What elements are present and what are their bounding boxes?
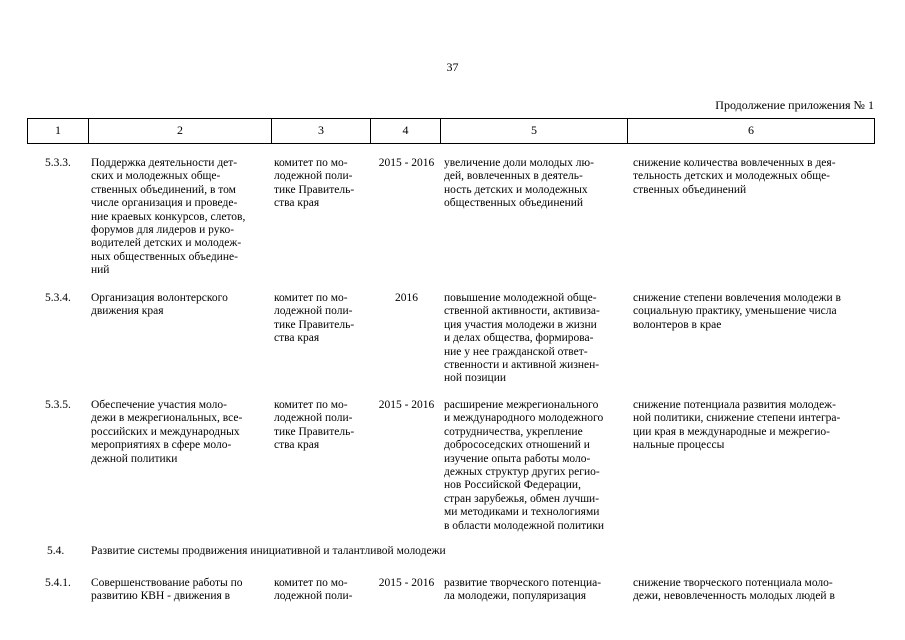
section-number: 5.4. <box>47 545 65 557</box>
text-line: ность детских и молодежных <box>444 183 588 196</box>
text-line: ции края в международные и межрегио- <box>633 425 830 438</box>
executor-cell <box>274 399 370 453</box>
text-line: тике Правитель- <box>274 183 355 196</box>
text-line: числе организация и проведе- <box>91 197 238 210</box>
text-line: Совершенствование работы по <box>91 577 243 589</box>
text-line: ственности и активной жизнен- <box>444 359 600 372</box>
period-cell: 2016 <box>395 292 418 304</box>
text-line: дежи, невовлеченность молодых людей в <box>633 590 835 603</box>
text-line: ние краевых конкурсов, слетов, <box>91 210 246 223</box>
header-col-4: 4 <box>371 119 441 144</box>
text-line: ний <box>91 264 110 277</box>
text-line: дежной политики <box>91 452 178 465</box>
header-col-3: 3 <box>272 119 371 144</box>
text-line: увеличение доли молодых лю- <box>444 157 594 169</box>
text-line: российских и международных <box>91 425 240 438</box>
row-number: 5.3.5. <box>45 399 71 411</box>
text-line: дежных структур других регио- <box>444 466 600 479</box>
period-cell: 2015 - 2016 <box>378 157 435 169</box>
row-number: 5.4.1. <box>45 577 71 589</box>
text-line: и международного молодежного <box>444 412 604 425</box>
text-line: нов Российской Федерации, <box>444 479 581 492</box>
text-line: тике Правитель- <box>274 425 355 438</box>
page-number: 37 <box>446 60 459 74</box>
text-line: нальные процессы <box>633 439 725 452</box>
text-line: развитию КВН - движения в <box>91 590 231 603</box>
section-title: Развитие системы продвижения инициативной и талантливой молодежи <box>91 545 446 557</box>
text-line: ла молодежи, популяризация <box>444 590 587 603</box>
text-line: лодежной поли- <box>274 170 353 183</box>
text-line: Поддержка деятельности дет- <box>91 157 238 169</box>
text-line: развитие творческого потенциа- <box>444 577 602 589</box>
text-line: ства края <box>274 197 320 210</box>
text-line: Обеспечение участия моло- <box>91 399 227 411</box>
text-line: снижение творческого потенциала моло- <box>633 577 833 589</box>
text-line: расширение межрегионального <box>444 399 599 411</box>
consequence-cell <box>633 157 873 197</box>
activity-cell <box>91 292 267 319</box>
text-line: лодежной поли- <box>274 590 353 603</box>
result-cell <box>444 399 630 533</box>
text-line: социальную практику, уменьшение числа <box>633 305 837 318</box>
text-line: Организация волонтерского <box>91 292 228 304</box>
activity-cell <box>91 399 267 466</box>
text-line: и делах общества, формирова- <box>444 332 594 345</box>
text-line: ственных объединений <box>633 183 747 196</box>
text-line: комитет по мо- <box>274 399 348 411</box>
text-line: ственной активности, активиза- <box>444 305 600 318</box>
result-cell <box>444 157 630 211</box>
text-line: снижение количества вовлеченных в дея- <box>633 157 836 169</box>
text-line: общественных объединений <box>444 197 584 210</box>
result-cell <box>444 292 630 386</box>
text-line: ских и молодежных обще- <box>91 170 221 183</box>
text-line: ной политики, снижение степени интегра- <box>633 412 841 425</box>
text-line: сотрудничества, укрепление <box>444 425 583 438</box>
text-line: в области молодежной политики <box>444 519 605 532</box>
executor-cell <box>274 292 370 346</box>
header-col-1: 1 <box>28 119 89 144</box>
consequence-cell <box>633 399 873 453</box>
continuation-note: Продолжение приложения № 1 <box>715 98 874 112</box>
text-line: комитет по мо- <box>274 292 348 304</box>
text-line: мероприятиях в сфере моло- <box>91 439 232 452</box>
text-line: ства края <box>274 332 320 345</box>
text-line: дей, вовлеченных в деятель- <box>444 170 583 183</box>
text-line: ной позиции <box>444 372 506 385</box>
text-line: стран зарубежья, обмен лучши- <box>444 492 600 505</box>
text-line: снижение потенциала развития молодеж- <box>633 399 836 411</box>
text-line: лодежной поли- <box>274 305 353 318</box>
activity-cell <box>91 577 267 604</box>
consequence-cell <box>633 292 873 332</box>
activity-cell <box>91 157 267 278</box>
text-line: форумов для лидеров и руко- <box>91 224 235 237</box>
row-number: 5.3.4. <box>45 292 71 304</box>
text-line: ства края <box>274 439 320 452</box>
text-line: ми методиками и технологиями <box>444 506 600 519</box>
executor-cell <box>274 157 370 211</box>
text-line: водителей детских и молодеж- <box>91 237 242 250</box>
header-col-2: 2 <box>89 119 272 144</box>
consequence-cell <box>633 577 873 604</box>
text-line: комитет по мо- <box>274 577 348 589</box>
text-line: тельность детских и молодежных обще- <box>633 170 831 183</box>
text-line: снижение степени вовлечения молодежи в <box>633 292 841 304</box>
text-line: повышение молодежной обще- <box>444 292 597 304</box>
period-cell: 2015 - 2016 <box>378 577 435 589</box>
text-line: ние у нее гражданской ответ- <box>444 345 588 358</box>
text-line: движения края <box>91 305 164 318</box>
period-cell: 2015 - 2016 <box>378 399 435 411</box>
text-line: волонтеров в крае <box>633 318 722 331</box>
text-line: ных общественных объедине- <box>91 250 238 263</box>
text-line: тике Правитель- <box>274 318 355 331</box>
text-line: изучение опыта работы моло- <box>444 452 591 465</box>
table-header <box>27 118 875 144</box>
text-line: дежи в межрегиональных, все- <box>91 412 243 425</box>
row-number: 5.3.3. <box>45 157 71 169</box>
text-line: добрососедских отношений и <box>444 439 590 452</box>
header-col-5: 5 <box>441 119 628 144</box>
executor-cell <box>274 577 370 604</box>
header-col-6: 6 <box>628 119 875 144</box>
text-line: лодежной поли- <box>274 412 353 425</box>
text-line: ция участия молодежи в жизни <box>444 318 597 331</box>
text-line: ственных объединений, в том <box>91 183 236 196</box>
text-line: комитет по мо- <box>274 157 348 169</box>
result-cell <box>444 577 630 604</box>
